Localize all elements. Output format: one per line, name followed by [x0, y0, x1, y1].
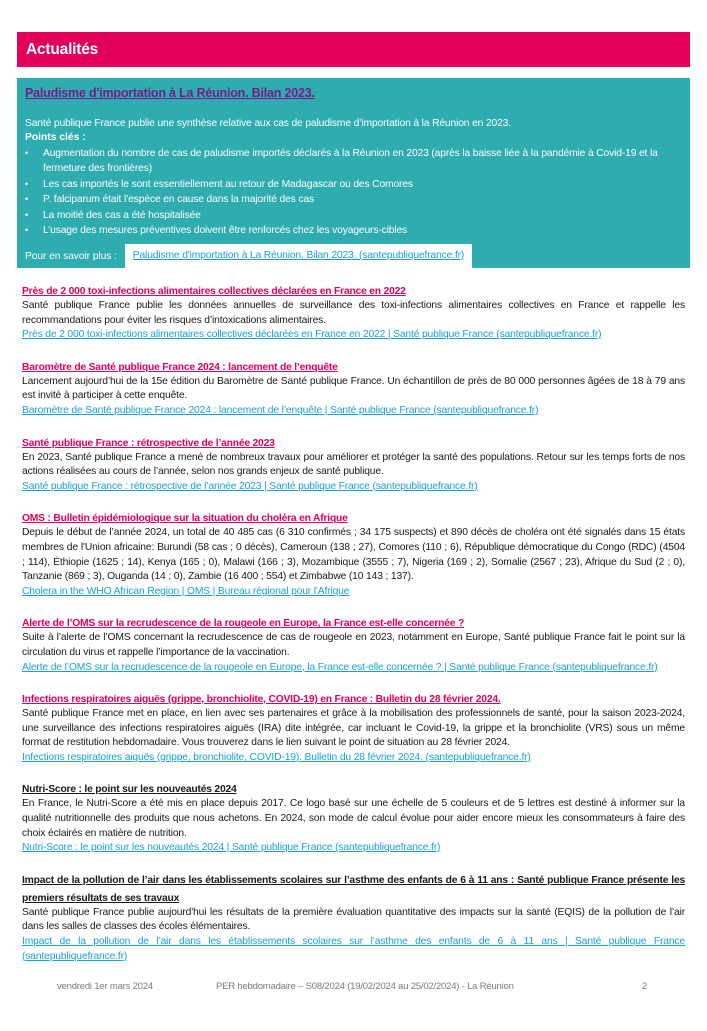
news-item	[22, 689, 685, 765]
bullet-icon: •	[25, 225, 29, 235]
points-label: Points clés :	[25, 132, 86, 143]
page-number: 2	[641, 981, 647, 993]
news-source-link[interactable]: Impact de la pollution de l’air dans les établissements scolaires sur l’asthme des enfants de 6 à 11 ans | Santé publique France (santepubliquefrance.fr)	[22, 936, 685, 962]
key-point-text: P. falciparum était l’espèce en cause dans la majorité des cas	[43, 194, 314, 205]
news-source-link[interactable]: Santé publique France : rétrospective de l’année 2023 | Santé publique France (santepubliquefrance.fr)	[22, 480, 478, 492]
news-item	[22, 779, 685, 855]
key-point	[25, 208, 682, 223]
key-point-text: La moitié des cas a été hospitalisée	[43, 209, 201, 221]
news-body: En 2023, Santé publique France a mené de nombreux travaux pour améliorer et protéger la santé des populations. Retour sur les temps forts de nos actions réalisées au cours de l’année, selon nos grands enjeux de santé publique.	[22, 451, 685, 478]
more-info-link[interactable]: Paludisme d'importation à La Réunion. Bilan 2023. (santepubliquefrance.fr)	[132, 250, 465, 261]
section-header	[17, 32, 690, 67]
key-point-text: L’usage des mesures préventives doivent être renforcés chez les voyageurs-cibles	[43, 225, 408, 236]
news-source-link[interactable]: Près de 2 000 toxi-infections alimentaires collectives déclarées en France en 2022 | Santé publique France (santepubliquefrance.fr)	[22, 329, 602, 341]
feature-title-link[interactable]: Paludisme d'importation à La Réunion. Bilan 2023.	[25, 86, 315, 100]
key-point	[25, 192, 682, 207]
bullet-icon: •	[25, 194, 29, 204]
news-body: Depuis le début de l’année 2024, un total de 40 485 cas (6 310 confirmés ; 34 175 suspects) et 890 décès de choléra ont été signalés dans 15 états membres de l'Union africaine: Burundi (58 cas ; 0 décès), Cameroun (138 ; 27), Comores (110 ; 6), République démocratique du Congo (RDC) (4504 ; 114), Éthiopie (1625 ; 14), Kenya (165 ; 0), Malawi (166 ; 3), Mozambique (3555 ; 7), Nigeria (169 ; 2), Somalie (2567 ; 23), Afrique du Sud (2 ; 0), Tanzanie (869 ; 3), Ouganda (14 ; 0), Zambie (16 400 ; 554) et Zimbabwe (10 143 ; 137).	[22, 527, 685, 583]
feature-intro: Santé publique France publie une synthèse relative aux cas de paludisme d’importation à la Réunion en 2023.	[25, 118, 511, 129]
news-source-link[interactable]: Alerte de l’OMS sur la recrudescence de la rougeole en Europe, la France est-elle concernée ? | Santé publique France (santepubliquefrance.fr)	[22, 661, 658, 673]
news-title-link[interactable]: Impact de la pollution de l’air dans les établissements scolaires sur l’asthme des enfants de 6 à 11 ans : Santé publique France présente les premiers résultats de ses travaux	[22, 874, 685, 904]
more-info-row	[17, 244, 690, 268]
news-source-link[interactable]: Nutri-Score : le point sur les nouveautés 2024 | Santé publique France (santepubliquefrance.fr)	[22, 842, 441, 854]
news-item	[22, 870, 685, 964]
more-info-label: Pour en savoir plus :	[25, 250, 117, 262]
news-item	[22, 281, 685, 343]
news-body: Santé publique France met en place, en lien avec ses partenaires et grâce à la mobilisation des professionnels de santé, pour la saison 2023-2024, une surveillance des infections respiratoires aiguës (IRA) dite intégrée, car incluant le Covid-19, la grippe et la bronchiolite (VRS) sous un même format de restitution hebdomadaire. Vous trouverez dans le lien suivant le point de situation au 28 février 2024.	[22, 708, 685, 749]
page	[17, 0, 690, 964]
news-body: Lancement aujourd’hui de la 15e édition du Baromètre de Santé publique France. Un échantillon de près de 80 000 personnes âgées de 18 à 79 ans est invité à participer à cette enquête.	[22, 375, 685, 402]
bullet-icon: •	[25, 178, 29, 189]
more-info-link-box	[125, 244, 472, 268]
news-title-link[interactable]: Près de 2 000 toxi-infections alimentaires collectives déclarées en France en 2022	[22, 286, 406, 297]
news-title-link[interactable]: Baromètre de Santé publique France 2024 : lancement de l’enquête	[22, 361, 338, 373]
page-footer	[0, 980, 707, 1031]
news-title-link[interactable]: Infections respiratoires aiguës (grippe, bronchiolite, COVID-19) en France : Bulletin du 28 février 2024.	[22, 694, 501, 706]
key-point-text: Augmentation du nombre de cas de paludisme importés déclarés à la Réunion en 2023 (après la baisse liée à la pandémie à Covid-19 et la fermeture des frontières)	[43, 148, 658, 174]
news-body: Santé publique France publie aujourd'hui les résultats de la première évaluation quantitative des impacts sur la santé (EQIS) de la pollution de l’air dans les salles de classes des écoles élémentaires.	[22, 906, 685, 933]
feature-box	[17, 78, 690, 268]
key-point	[25, 223, 682, 238]
news-body: Suite à l’alerte de l’OMS concernant la recrudescence de cas de rougeole en 2023, notamment en Europe, Santé publique France fait le point sur la circulation du virus et rappelle l’importance de la vaccination.	[22, 632, 685, 658]
news-body: Santé publique France publie les données annuelles de surveillance des toxi-infections alimentaires collectives en France et rappelle les recommandations pour éviter les risques d’intoxications alimentaires.	[22, 300, 685, 326]
key-point	[25, 177, 682, 192]
news-source-link[interactable]: Cholera in the WHO African Region | OMS | Bureau régional pour l'Afrique	[22, 585, 350, 597]
news-item	[22, 433, 685, 495]
key-point-text: Les cas importés le sont essentiellement au retour de Madagascar ou des Comores	[43, 178, 413, 190]
news-item	[22, 508, 685, 599]
news-title-link[interactable]: Nutri-Score : le point sur les nouveautés 2024	[22, 784, 237, 796]
key-point	[25, 146, 682, 176]
news-list	[17, 281, 690, 964]
news-item	[22, 357, 685, 419]
footer-date: vendredi 1er mars 2024	[57, 981, 153, 993]
news-body: En France, le Nutri-Score a été mis en place depuis 2017. Ce logo basé sur une échelle de 5 couleurs et de 5 lettres est destiné à informer sur la qualité nutritionnelle des produits que nous achetons. En 2024, son mode de calcul évolue pour aider encore mieux les consommateurs à faire des choix éclairés en matière de nutrition.	[22, 798, 685, 839]
news-title-link[interactable]: Santé publique France : rétrospective de l’année 2023	[22, 437, 275, 449]
footer-title: PER hebdomadaire – S08/2024 (19/02/2024 au 25/02/2024) - La Réunion	[216, 981, 514, 993]
news-source-link[interactable]: Infections respiratoires aiguës (grippe, bronchiolite, COVID-19). Bulletin du 28 février 2024. (santepubliquefrance.fr)	[22, 751, 531, 763]
bullet-icon: •	[25, 209, 29, 220]
section-title: Actualités	[26, 40, 99, 58]
news-item	[22, 613, 685, 675]
bullet-icon: •	[25, 148, 29, 158]
news-title-link[interactable]: OMS : Bulletin épidémiologique sur la situation du choléra en Afrique	[22, 513, 348, 525]
news-source-link[interactable]: Baromètre de Santé publique France 2024 : lancement de l’enquête | Santé publique France (santepubliquefrance.fr)	[22, 404, 539, 416]
news-title-link[interactable]: Alerte de l’OMS sur la recrudescence de la rougeole en Europe, la France est-elle concernée ?	[22, 618, 465, 630]
key-points-list	[17, 146, 690, 238]
